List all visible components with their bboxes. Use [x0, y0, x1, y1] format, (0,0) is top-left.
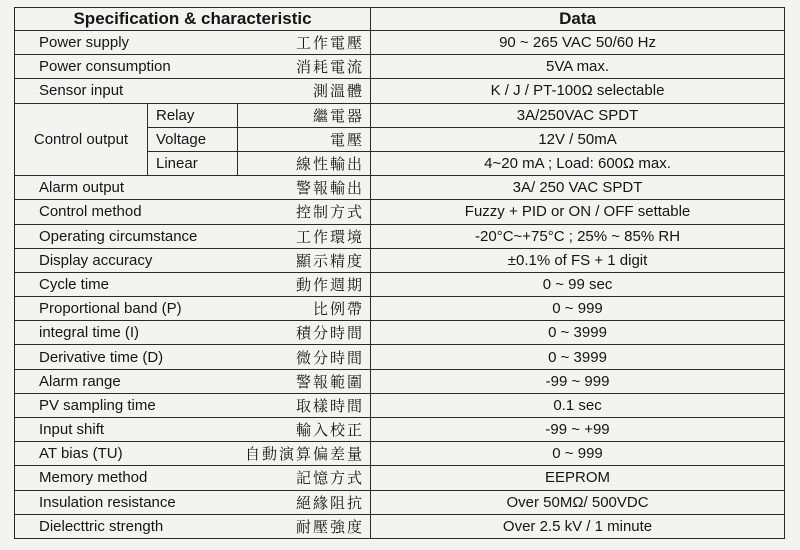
- row-value: 0 ~ 999: [371, 442, 785, 466]
- row-value: EEPROM: [371, 466, 785, 490]
- row-label-cn: 工作電壓: [238, 31, 371, 55]
- row-label-en: Alarm range: [15, 369, 238, 393]
- control-output-sub-en: Linear: [148, 151, 238, 175]
- table-row: [15, 224, 785, 248]
- table-row: [15, 272, 785, 296]
- table-row: [15, 514, 785, 538]
- control-output-sub-cn: 繼電器: [238, 103, 371, 127]
- row-value: -99 ~ 999: [371, 369, 785, 393]
- row-label-en: Dielecttric strength: [15, 514, 238, 538]
- row-label-en: Display accuracy: [15, 248, 238, 272]
- row-label-en: Power supply: [15, 31, 238, 55]
- row-value: 0 ~ 999: [371, 297, 785, 321]
- table-row: [15, 393, 785, 417]
- table-row: [15, 297, 785, 321]
- row-label-en: Power consumption: [15, 55, 238, 79]
- row-label-en: PV sampling time: [15, 393, 238, 417]
- row-label-en: Control method: [15, 200, 238, 224]
- table-row: [15, 176, 785, 200]
- row-label-cn: 測溫體: [238, 79, 371, 103]
- table-row: [15, 79, 785, 103]
- row-value: 0 ~ 99 sec: [371, 272, 785, 296]
- row-label-en: Proportional band (P): [15, 297, 238, 321]
- row-label-cn: 工作環境: [238, 224, 371, 248]
- row-label-en: integral time (I): [15, 321, 238, 345]
- table-row: [15, 466, 785, 490]
- row-label-cn: 取樣時間: [238, 393, 371, 417]
- row-label-en: Sensor input: [15, 79, 238, 103]
- row-value: -99 ~ +99: [371, 418, 785, 442]
- table-row: [15, 321, 785, 345]
- row-value: 90 ~ 265 VAC 50/60 Hz: [371, 31, 785, 55]
- control-output-sub-cn: 線性輸出: [238, 151, 371, 175]
- spec-table: [14, 7, 785, 539]
- row-label-cn: 動作週期: [238, 272, 371, 296]
- table-row: [15, 248, 785, 272]
- table-row: [15, 31, 785, 55]
- table-row: [15, 490, 785, 514]
- table-row: [15, 103, 785, 127]
- row-label-cn: 微分時間: [238, 345, 371, 369]
- row-value: 0.1 sec: [371, 393, 785, 417]
- control-output-sub-en: Relay: [148, 103, 238, 127]
- control-output-sub-cn: 電壓: [238, 127, 371, 151]
- row-label-cn: 記憶方式: [238, 466, 371, 490]
- row-label-cn: 顯示精度: [238, 248, 371, 272]
- row-label-cn: 警報範圍: [238, 369, 371, 393]
- row-value: 5VA max.: [371, 55, 785, 79]
- row-value: 3A/ 250 VAC SPDT: [371, 176, 785, 200]
- row-value: ±0.1% of FS + 1 digit: [371, 248, 785, 272]
- row-label-en: Operating circumstance: [15, 224, 238, 248]
- row-label-cn: 消耗電流: [238, 55, 371, 79]
- table-row: [15, 418, 785, 442]
- row-label-cn: 耐壓強度: [238, 514, 371, 538]
- row-label-cn: 自動演算偏差量: [238, 442, 371, 466]
- row-value: 0 ~ 3999: [371, 321, 785, 345]
- table-row: [15, 345, 785, 369]
- row-value: -20°C~+75°C ; 25% ~ 85% RH: [371, 224, 785, 248]
- row-label-en: Insulation resistance: [15, 490, 238, 514]
- row-value: K / J / PT-100Ω selectable: [371, 79, 785, 103]
- row-label-en: Memory method: [15, 466, 238, 490]
- row-value: Over 2.5 kV / 1 minute: [371, 514, 785, 538]
- row-label-cn: 絕緣阻抗: [238, 490, 371, 514]
- table-row: [15, 55, 785, 79]
- row-label-cn: 比例帶: [238, 297, 371, 321]
- row-label-cn: 輸入校正: [238, 418, 371, 442]
- spec-header: Specification & characteristic: [15, 8, 371, 31]
- row-value: Fuzzy + PID or ON / OFF settable: [371, 200, 785, 224]
- table-header-row: [15, 8, 785, 31]
- row-label-en: Input shift: [15, 418, 238, 442]
- row-label-en: Cycle time: [15, 272, 238, 296]
- row-value: 12V / 50mA: [371, 127, 785, 151]
- table-row: [15, 369, 785, 393]
- table-row: [15, 200, 785, 224]
- row-value: 0 ~ 3999: [371, 345, 785, 369]
- control-output-sub-en: Voltage: [148, 127, 238, 151]
- row-label-en: Alarm output: [15, 176, 238, 200]
- table-row: [15, 442, 785, 466]
- row-label-en: AT bias (TU): [15, 442, 238, 466]
- control-output-label: Control output: [15, 103, 148, 176]
- row-value: Over 50MΩ/ 500VDC: [371, 490, 785, 514]
- row-label-en: Derivative time (D): [15, 345, 238, 369]
- row-value: 3A/250VAC SPDT: [371, 103, 785, 127]
- row-value: 4~20 mA ; Load: 600Ω max.: [371, 151, 785, 175]
- row-label-cn: 控制方式: [238, 200, 371, 224]
- data-header: Data: [371, 8, 785, 31]
- row-label-cn: 警報輸出: [238, 176, 371, 200]
- row-label-cn: 積分時間: [238, 321, 371, 345]
